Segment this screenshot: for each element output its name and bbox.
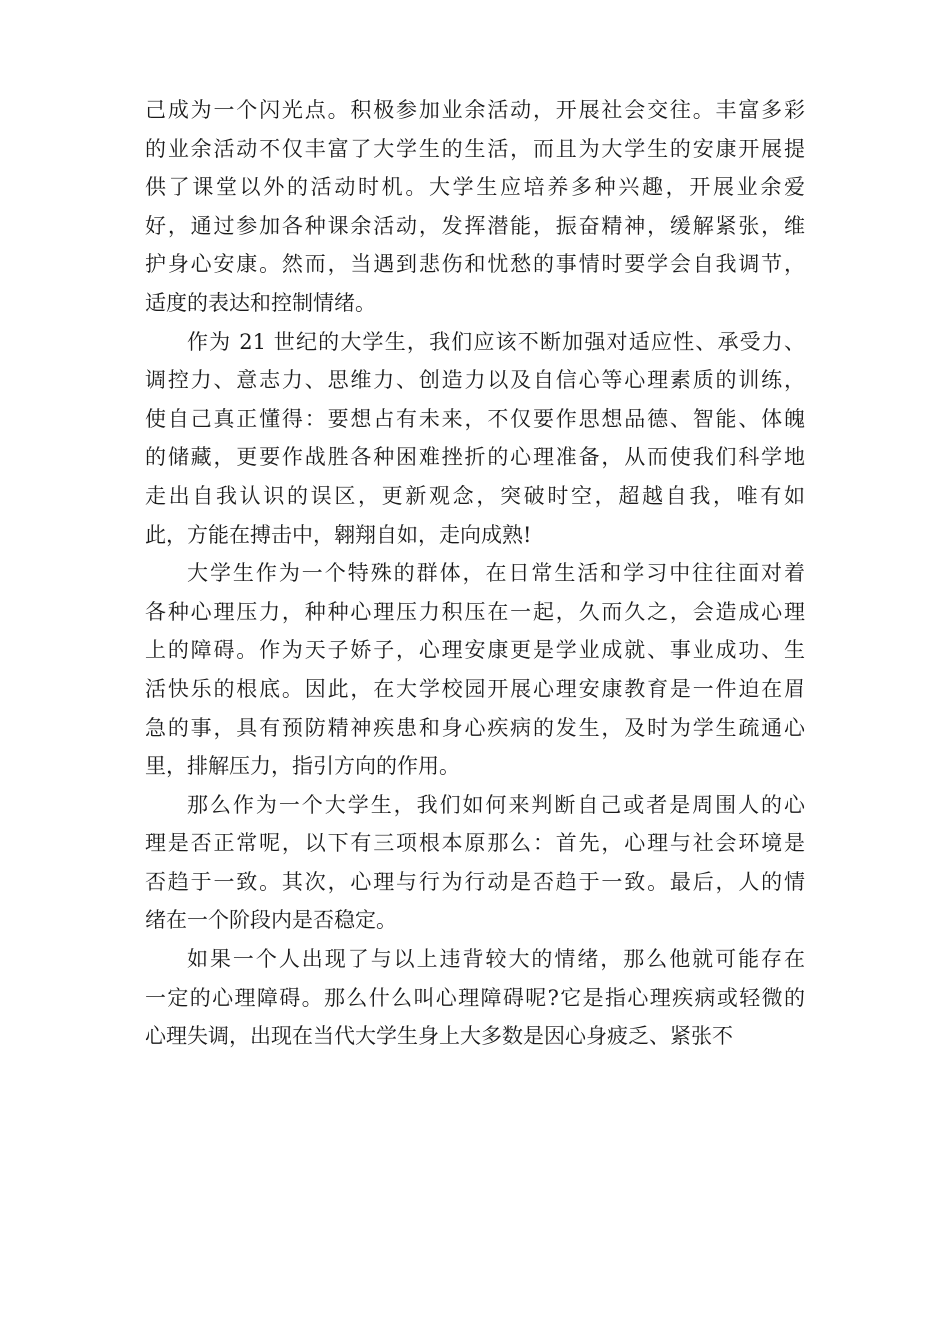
- paragraph: [145, 940, 805, 1056]
- text-line: 调控力、意志力、思维力、创造力以及自信心等心理素质的训练，: [145, 368, 805, 393]
- text-line: 供了课堂以外的活动时机。大学生应培养多种兴趣，开展业余爱: [145, 175, 805, 200]
- text-line: 此，方能在搏击中，翱翔自如，走向成熟!: [145, 522, 532, 547]
- text-line: 的业余活动不仅丰富了大学生的生活，而且为大学生的安康开展提: [145, 136, 805, 161]
- text-line: 绪在一个阶段内是否稳定。: [145, 908, 397, 933]
- text-line: 作为 21 世纪的大学生，我们应该不断加强对适应性、承受力、: [187, 329, 805, 354]
- text-line: 各种心理压力，种种心理压力积压在一起，久而久之，会造成心理: [145, 599, 805, 624]
- paragraph: [145, 323, 805, 555]
- text-line: 里，排解压力，指引方向的作用。: [145, 754, 460, 779]
- text-line: 好，通过参加各种课余活动，发挥潜能，振奋精神，缓解紧张，维: [145, 213, 805, 238]
- text-line: 护身心安康。然而，当遇到悲伤和忧愁的事情时要学会自我调节，: [145, 252, 805, 277]
- text-line: 活快乐的根底。因此，在大学校园开展心理安康教育是一件迫在眉: [145, 676, 805, 701]
- text-line: 上的障碍。作为天子娇子，心理安康更是学业成就、事业成功、生: [145, 638, 805, 663]
- text-line: 使自己真正懂得：要想占有未来，不仅要作思想品德、智能、体魄: [145, 406, 805, 431]
- body-text: [145, 91, 805, 1056]
- text-line: 那么作为一个大学生，我们如何来判断自己或者是周围人的心: [187, 792, 805, 817]
- text-line: 大学生作为一个特殊的群体，在日常生活和学习中往往面对着: [187, 561, 805, 586]
- text-line: 否趋于一致。其次，心理与行为行动是否趋于一致。最后，人的情: [145, 869, 805, 894]
- text-line: 己成为一个闪光点。积极参加业余活动，开展社会交往。丰富多彩: [145, 98, 805, 122]
- text-line: 适度的表达和控制情绪。: [145, 290, 376, 315]
- paragraph: [145, 91, 805, 323]
- paragraph: [145, 786, 805, 940]
- text-line: 走出自我认识的误区，更新观念，突破时空，超越自我，唯有如: [145, 483, 805, 508]
- text-line: 急的事，具有预防精神疾患和身心疾病的发生，及时为学生疏通心: [145, 715, 805, 740]
- text-line: 的储藏，更要作战胜各种困难挫折的心理准备，从而使我们科学地: [145, 445, 805, 470]
- text-line: 理是否正常呢，以下有三项根本原那么：首先，心理与社会环境是: [145, 831, 805, 856]
- text-line: 心理失调，出现在当代大学生身上大多数是因心身疲乏、紧张不: [145, 1024, 733, 1049]
- text-line: 一定的心理障碍。那么什么叫心理障碍呢?它是指心理疾病或轻微的: [145, 985, 805, 1010]
- text-line: 如果一个人出现了与以上违背较大的情绪，那么他就可能存在: [187, 947, 805, 972]
- paragraph: [145, 554, 805, 786]
